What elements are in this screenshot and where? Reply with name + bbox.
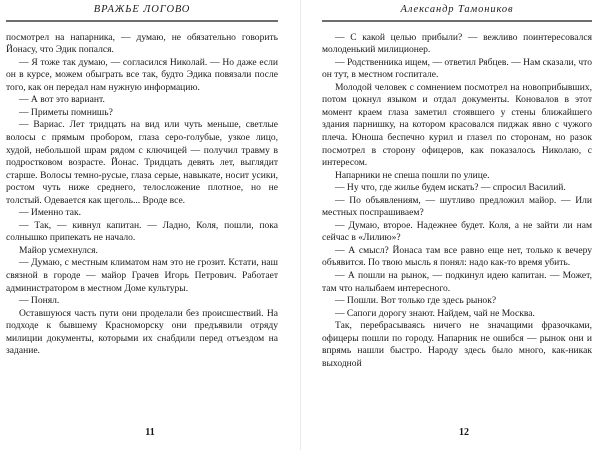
paragraph: — Вариас. Лет тридцать на вид или чуть меньше, светлые волосы с прямым пробором, глаза серо-голубые, узкое лицо, худой, небольшой шрам рядом с ключицей — получил травму в подростковом возрасте. Йонас. Тридцать девять лет, выглядит старше. Волосы темно-русые, глаза серые, навыкате, носит усики, ростом чуть ниже среднего, телосложение плотное, но не толстый. Одевается как щеголь... Вроде все. xyxy=(6,119,278,206)
paragraph: — Я тоже так думаю, — согласился Николай. — Но даже если он в курсе, можем обыграть все так, будто Эдика повязали после того, как он передал нам нужную информацию. xyxy=(6,56,278,93)
paragraph: — По объявлениям, — шутливо предложил майор. — Или местных поспрашиваем? xyxy=(322,194,592,219)
right-page-body xyxy=(322,32,592,371)
paragraph: — Именно так. xyxy=(19,207,82,219)
left-page-running-head: ВРАЖЬЕ ЛОГОВО xyxy=(93,4,191,15)
paragraph: Молодой человек с сомнением посмотрел на новоприбывших, потом цокнул языком и отдал документы. Коновалов в этот момент краем глаза заметил стоявшего у стены ближайшего здания парнишку, на котором красовался пиджак явно с чужого плеча. Юноша беспечно курил и глазел по сторонам, но разок посмотрел в сторону офицеров, как показалось Николаю, с интересом. xyxy=(322,81,592,169)
left-page-header-rule xyxy=(6,20,278,22)
paragraph: Так, перебрасываясь ничего не значащими фразочками, офицеры пошли по городу. Напарник не ошибся — рынок они и впрямь нашли быстро. Народу здесь было много, как-никак выходной xyxy=(322,320,592,369)
left-page-body xyxy=(6,32,278,358)
right-page xyxy=(300,0,600,450)
paragraph: посмотрел на напарника, — думаю, не обязательно говорить Йонасу, что Эдик попался. xyxy=(6,31,278,56)
left-page-number: 11 xyxy=(145,427,155,438)
paragraph: — Понял. xyxy=(19,295,60,307)
paragraph: — А вот это вариант. xyxy=(19,94,105,106)
paragraph: — Родственника ищем, — ответил Рябцев. — Нам сказали, что он тут, в местном госпитале. xyxy=(322,56,592,81)
paragraph: Майор усмехнулся. xyxy=(19,244,98,256)
paragraph: — С какой целью прибыли? — вежливо поинтересовался молоденький милиционер. xyxy=(322,31,592,56)
paragraph: — Так, — кивнул капитан. — Ладно, Коля, пошли, пока солнышко припекать не начало. xyxy=(6,219,278,244)
paragraph: — Думаю, второе. Надежнее будет. Коля, а не зайти ли нам сейчас в «Лилию»? xyxy=(322,219,592,244)
paragraph: — А пошли на рынок, — подкинул идею капитан. — Может, там что налыбаем интересного. xyxy=(322,269,592,294)
right-page-running-head: Александр Тамоников xyxy=(400,4,514,15)
paragraph: Напарники не спеша пошли по улице. xyxy=(335,169,490,181)
right-page-number: 12 xyxy=(459,427,469,438)
paragraph: — Ну что, где жилье будем искать? — спросил Василий. xyxy=(335,182,566,194)
right-page-header-rule xyxy=(322,20,592,22)
paragraph: — Сапоги дорогу знают. Найдем, чай не Москва. xyxy=(335,307,535,319)
paragraph: — Пошли. Вот только где здесь рынок? xyxy=(335,295,497,307)
paragraph: — Приметы помнишь? xyxy=(19,106,113,118)
paragraph: — Думаю, с местным климатом нам это не грозит. Кстати, наш связной в городе — майор Грачев Игорь Петрович. Работает администратором в местном Доме культуры. xyxy=(6,257,278,294)
paragraph: — А смысл? Йонаса там все равно еще нет, только к вечеру объявится. По твою мысль я понял: надо как-то время убить. xyxy=(322,244,592,269)
paragraph: Оставшуюся часть пути они проделали без происшествий. На подходе к бывшему Красноморску они предъявили отряду милиции документы, которыми их снабдили перед отъездом на задание. xyxy=(6,307,278,357)
